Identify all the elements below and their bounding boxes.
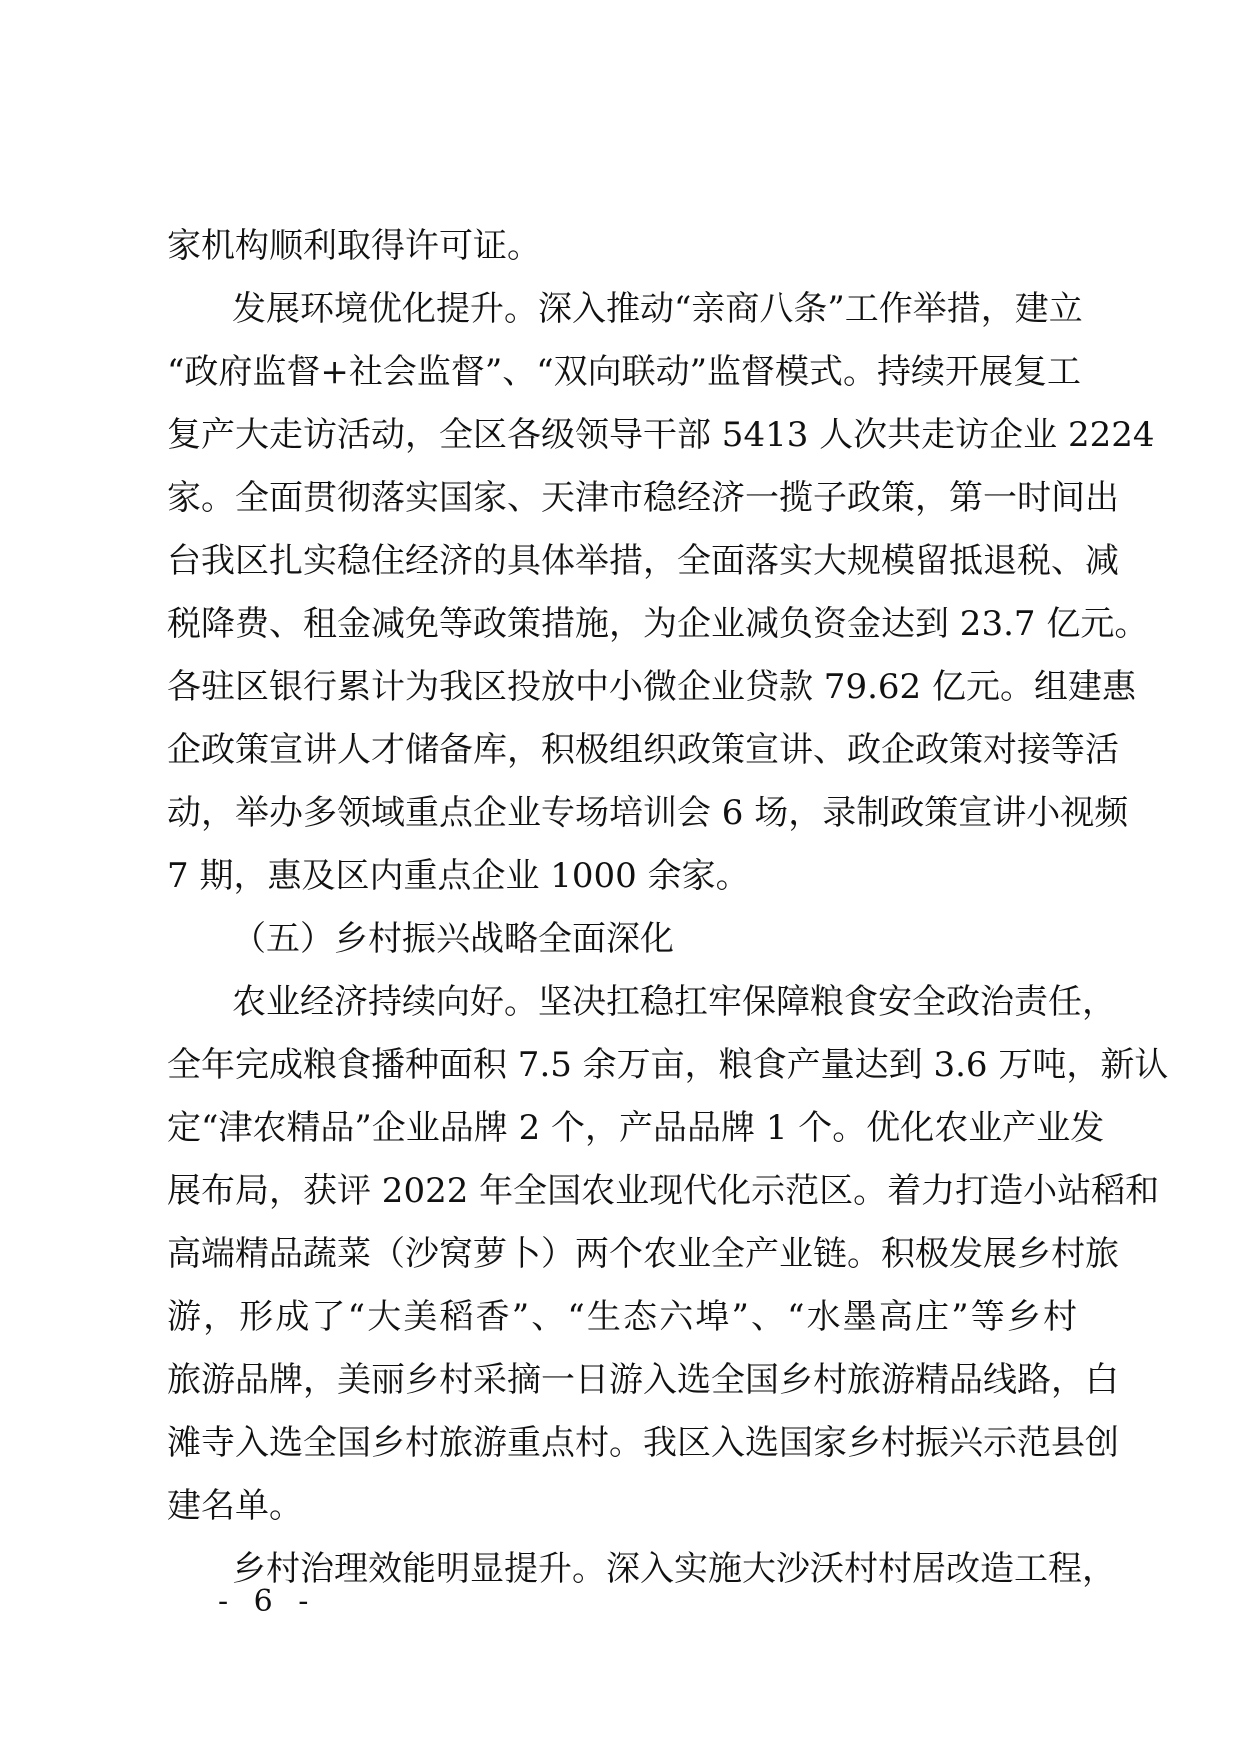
- text-line: 农业经济持续向好。坚决扛稳扛牢保障粮食安全政治责任，: [232, 982, 1116, 1022]
- section-heading: （五）乡村振兴战略全面深化: [232, 919, 674, 959]
- text-line: 定“津农精品”企业品牌 2 个，产品品牌 1 个。优化农业产业发: [167, 1108, 1105, 1148]
- text-line: 企政策宣讲人才储备库，积极组织政策宣讲、政企政策对接等活: [167, 730, 1119, 770]
- text-line: 家。全面贯彻落实国家、天津市稳经济一揽子政策，第一时间出: [167, 478, 1119, 518]
- text-line: 展布局，获评 2022 年全国农业现代化示范区。着力打造小站稻和: [167, 1171, 1160, 1211]
- text-line: 乡村治理效能明显提升。深入实施大沙沃村村居改造工程，: [232, 1549, 1116, 1589]
- text-line: 动，举办多领域重点企业专场培训会 6 场，录制政策宣讲小视频: [167, 793, 1129, 833]
- text-line: 复产大走访活动，全区各级领导干部 5413 人次共走访企业 2224: [167, 415, 1155, 455]
- text-line: 建名单。: [167, 1486, 303, 1526]
- page-number: - 6 -: [218, 1584, 317, 1619]
- text-line: 台我区扎实稳住经济的具体举措，全面落实大规模留抵退税、减: [167, 541, 1119, 581]
- text-line: 游，形成了“大美稻香”、“生态六埠”、“水墨高庄”等乡村: [167, 1297, 1077, 1337]
- text-line: 各驻区银行累计为我区投放中小微企业贷款 79.62 亿元。组建惠: [167, 667, 1136, 707]
- text-line: 高端精品蔬菜（沙窝萝卜）两个农业全产业链。积极发展乡村旅: [167, 1234, 1119, 1274]
- text-line: 滩寺入选全国乡村旅游重点村。我区入选国家乡村振兴示范县创: [167, 1423, 1119, 1463]
- text-line: 税降费、租金减免等政策措施，为企业减负资金达到 23.7 亿元。: [167, 604, 1149, 644]
- text-line: 全年完成粮食播种面积 7.5 余万亩，粮食产量达到 3.6 万吨，新认: [167, 1045, 1169, 1085]
- text-line: 家机构顺利取得许可证。: [167, 226, 541, 266]
- text-line: 旅游品牌，美丽乡村采摘一日游入选全国乡村旅游精品线路，白: [167, 1360, 1119, 1400]
- text-line: “政府监督+社会监督”、“双向联动”监督模式。持续开展复工: [167, 352, 1082, 392]
- text-line: 7 期，惠及区内重点企业 1000 余家。: [167, 856, 750, 896]
- text-line: 发展环境优化提升。深入推动“亲商八条”工作举措，建立: [232, 289, 1083, 329]
